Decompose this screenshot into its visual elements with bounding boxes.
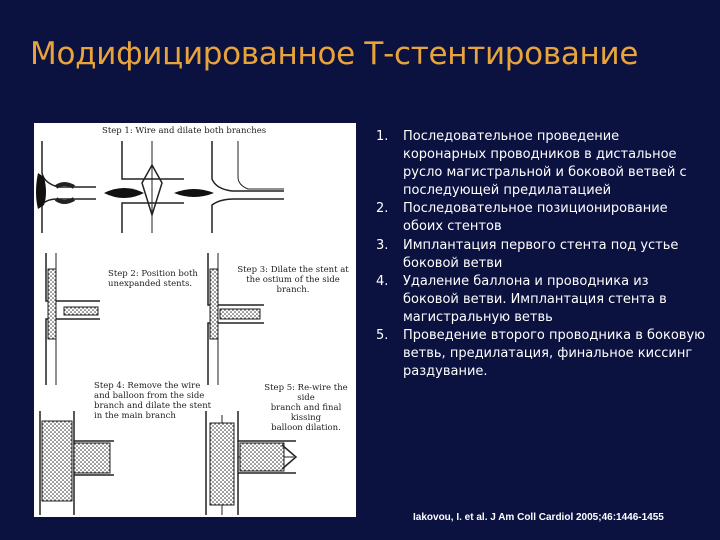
list-item-number: 1. [376, 129, 389, 144]
stenting-diagram-figure [34, 123, 356, 517]
list-item-text: Последовательное позиционирование обоих стентов [403, 201, 668, 235]
list-item [376, 237, 706, 273]
stenting-diagram-drawing [34, 123, 356, 517]
figure-step2-label: Step 2: Position both unexpanded stents. [108, 269, 198, 289]
list-item-text: Последовательное проведение коронарных проводников в дистальное русло магистральной и боковой ветвей с последующей предилатацией [403, 129, 687, 199]
citation: Iakovou, I. et al. J Am Coll Cardiol 2005;46:1446-1455 [413, 512, 664, 523]
slide-title: Модифицированное Т-стентирование [30, 36, 639, 72]
list-item-text: Проведение второго проводника в боковую ветвь, предилатация, финальное киссинг раздувание. [403, 328, 706, 380]
list-item-number: 4. [376, 273, 389, 289]
figure-step5-label: Step 5: Re-wire the side branch and final kissing balloon dilation. [264, 383, 348, 433]
list-item [376, 200, 706, 236]
list-item [376, 128, 706, 200]
list-item-number: 5. [376, 328, 389, 344]
list-item [376, 327, 706, 381]
figure-step4-label: Step 4: Remove the wire and balloon from the side branch and dilate the stent in the main branch [94, 381, 212, 421]
figure-step1-label: Step 1: Wire and dilate both branches [102, 126, 267, 136]
list-item-number: 2. [376, 201, 389, 217]
list-item-number: 3. [376, 237, 389, 253]
list-item-text: Имплантация первого стента под устье боковой ветви [403, 237, 679, 271]
figure-step3-label: Step 3: Dilate the stent at the ostium of the side branch. [237, 265, 349, 295]
procedure-steps-list [376, 128, 706, 381]
list-item [376, 273, 706, 327]
list-item-text: Удаление баллона и проводника из боковой ветви. Имплантация стента в магистральную ветвь [403, 273, 667, 325]
